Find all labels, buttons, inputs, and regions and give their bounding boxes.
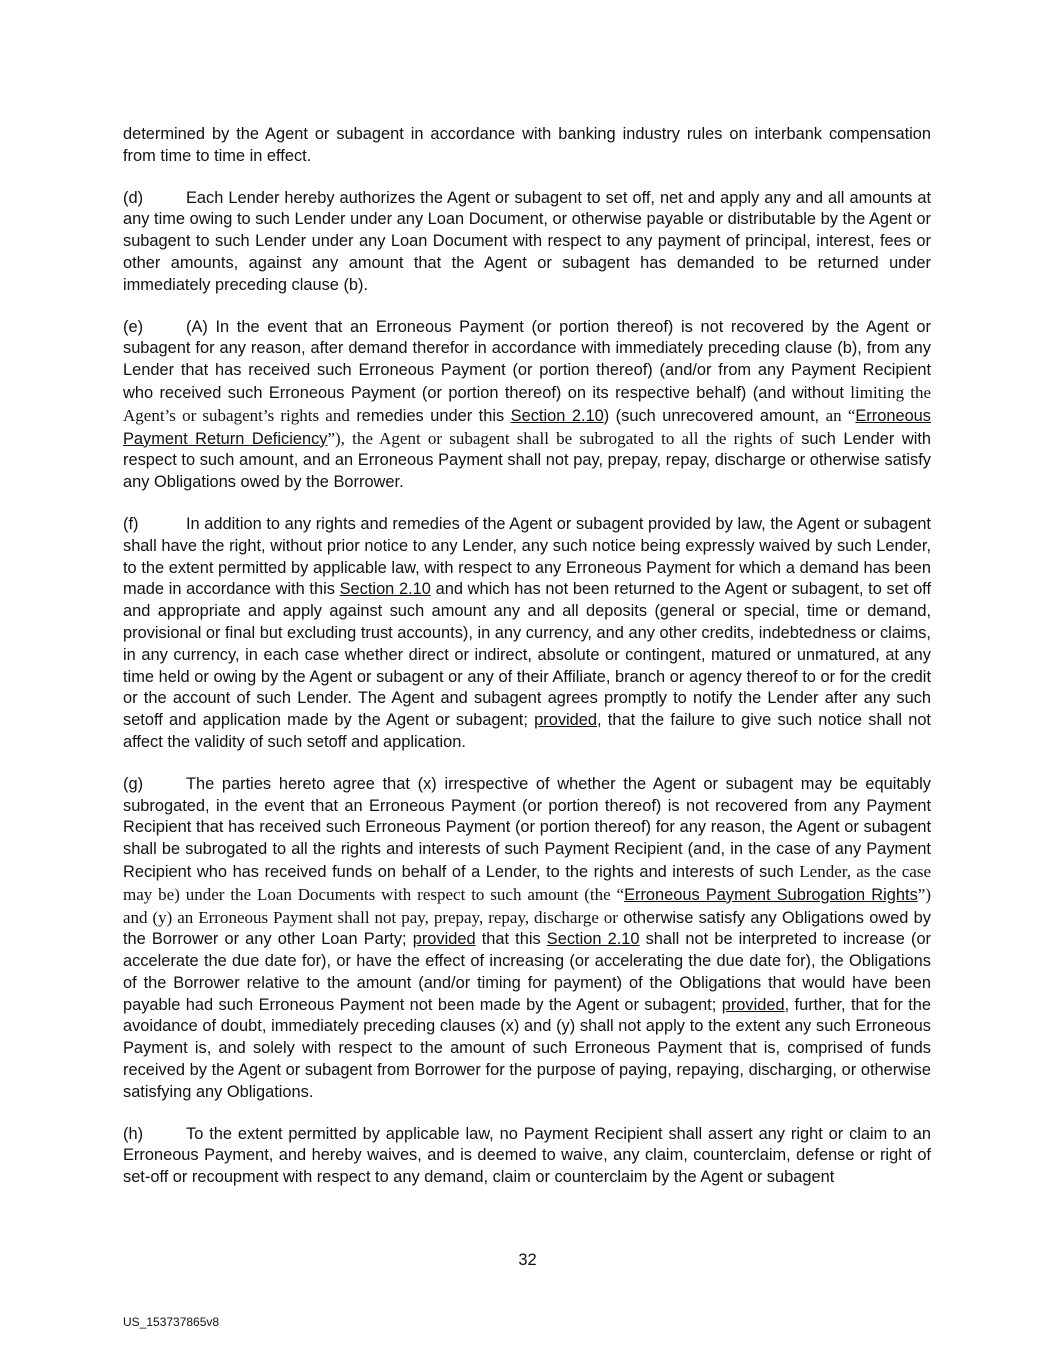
paragraph-text: an “	[825, 405, 856, 425]
provided-term: provided	[534, 711, 598, 730]
paragraph-text: Each Lender hereby authorizes the Agent or subagent to set off, net and apply any and all amounts at any time owing to such Lender under any Loan Document, or otherwise payable or distributable by the Agent or subagent to such Lender under any Loan Document with respect to any payment of principal, interest, fees or other amounts, against any amount that the Agent or subagent has demanded to be returned under immediately preceding clause (b).	[123, 188, 931, 294]
clause-label: (h)	[123, 1124, 144, 1143]
paragraph-g	[123, 774, 931, 1104]
paragraph-text: To the extent permitted by applicable law, no Payment Recipient shall assert any right or claim to an Erroneous Payment, and hereby waives, and is deemed to waive, any claim, counterclaim, defense or right of set-off or recoupment with respect to any demand, claim or counterclaim by the Agent or subagent	[123, 1124, 931, 1187]
paragraph-text: ) (such unrecovered amount,	[603, 406, 820, 425]
paragraph-text: In addition to any rights and remedies of the Agent or subagent provided by law, the Agent or subagent shall have the right, without prior notice to any Lender, any such notice being expressly waived by such Lender, to the extent permitted by applicable law, with respect to any Erroneous Payment for which a demand has been made in accordance with this	[123, 514, 931, 599]
paragraph-text: ”), the Agent or subagent shall be subrogated to all the rights of	[327, 428, 794, 448]
paragraph-text: Lender, as the case may be) under the Loan Documents with respect to such amount (the “	[123, 861, 932, 904]
paragraph-text: such Lender with respect to such amount, and an Erroneous Payment shall not pay, prepay, repay, discharge or otherwise satisfy any Obligations owed by the Borrower.	[123, 429, 932, 492]
clause-label: (g)	[123, 774, 144, 793]
section-reference: Section 2.10	[339, 580, 431, 599]
defined-term: Erroneous Payment Subrogation Rights	[624, 885, 918, 904]
clause-label: (f)	[123, 514, 139, 533]
paragraph-text: The parties hereto agree that (x) irrespective of whether the Agent or subagent may be equitably subrogated, in the event that an Erroneous Payment (or portion thereof) is not recovered from any Payment Recipient that has received such Erroneous Payment (or portion thereof) for any reason, the Agent or subagent shall be subrogated to all the rights and interests of such Payment Recipient (and, in the case of any Payment Recipient who has received funds on behalf of a Lender, to the rights and interests of such	[123, 774, 931, 881]
paragraph-continuation	[123, 124, 931, 168]
provided-term: provided	[412, 930, 476, 949]
provided-term: provided	[721, 995, 785, 1014]
paragraph-text: shall not be interpreted to increase (or accelerate the due date for), or have the effect of increasing (or accelerating the due date for), the Obligations of the Borrower relative to the amount (and/or timing for payment) of the Obligations that would have been payable had such Erroneous Payment not been made by the Agent or subagent;	[123, 930, 932, 1014]
paragraph-d	[123, 188, 931, 297]
document-body	[123, 124, 931, 1209]
paragraph-text: limiting the Agent’s or subagent’s rights and	[123, 382, 931, 425]
paragraph-e	[123, 317, 931, 494]
defined-term: Erroneous Payment Return Deficiency	[123, 406, 931, 448]
section-reference: Section 2.10	[510, 406, 604, 425]
section-reference: Section 2.10	[546, 930, 640, 949]
paragraph-f	[123, 514, 931, 754]
paragraph-text: remedies under this	[356, 406, 505, 425]
paragraph-text: determined by the Agent or subagent in accordance with banking industry rules on interbank compensation from time to time in effect.	[123, 125, 931, 165]
document-id: US_153737865v8	[123, 1315, 220, 1329]
paragraph-text: ”) and (y) an Erroneous Payment shall not pay, prepay, repay, discharge or	[123, 884, 931, 927]
paragraph-text: , that the failure to give such notice shall not affect the validity of such setoff and application.	[123, 711, 931, 751]
clause-label: (e)	[123, 317, 144, 336]
paragraph-text: that this	[481, 930, 541, 949]
paragraph-text: (A) In the event that an Erroneous Payment (or portion thereof) is not recovered by the Agent or subagent for any reason, after demand therefor in accordance with immediately preceding clause (b), from any Lender that has received such Erroneous Payment (or portion thereof) (and/or from any Payment Recipient who received such Erroneous Payment (or portion thereof) on its respective behalf) (and without	[123, 317, 931, 402]
page-number: 32	[518, 1251, 537, 1269]
paragraph-text: otherwise satisfy any Obligations owed by the Borrower or any other Loan Party;	[123, 908, 931, 949]
paragraph-h	[123, 1124, 931, 1189]
paragraph-text: and which has not been returned to the Agent or subagent, to set off and appropriate and apply against such amount any and all deposits (general or special, time or demand, provisional or final but excluding trust accounts), in any currency, and any other credits, indebtedness or claims, in any currency, in each case whether direct or indirect, absolute or contingent, matured or unmatured, at any time held or owing by the Agent or subagent or any of their Affiliate, branch or agency thereof to or for the credit or the account of such Lender. The Agent and subagent agrees promptly to notify the Lender after any such setoff and application made by the Agent or subagent;	[123, 580, 931, 730]
paragraph-text: , further, that for the avoidance of doubt, immediately preceding clauses (x) and (y) shall not apply to the extent any such Erroneous Payment is, and solely with respect to the amount of such Erroneous Payment that is, comprised of funds received by the Agent or subagent from Borrower for the purpose of paying, repaying, discharging, or otherwise satisfying any Obligations.	[123, 995, 931, 1101]
clause-label: (d)	[123, 188, 144, 207]
